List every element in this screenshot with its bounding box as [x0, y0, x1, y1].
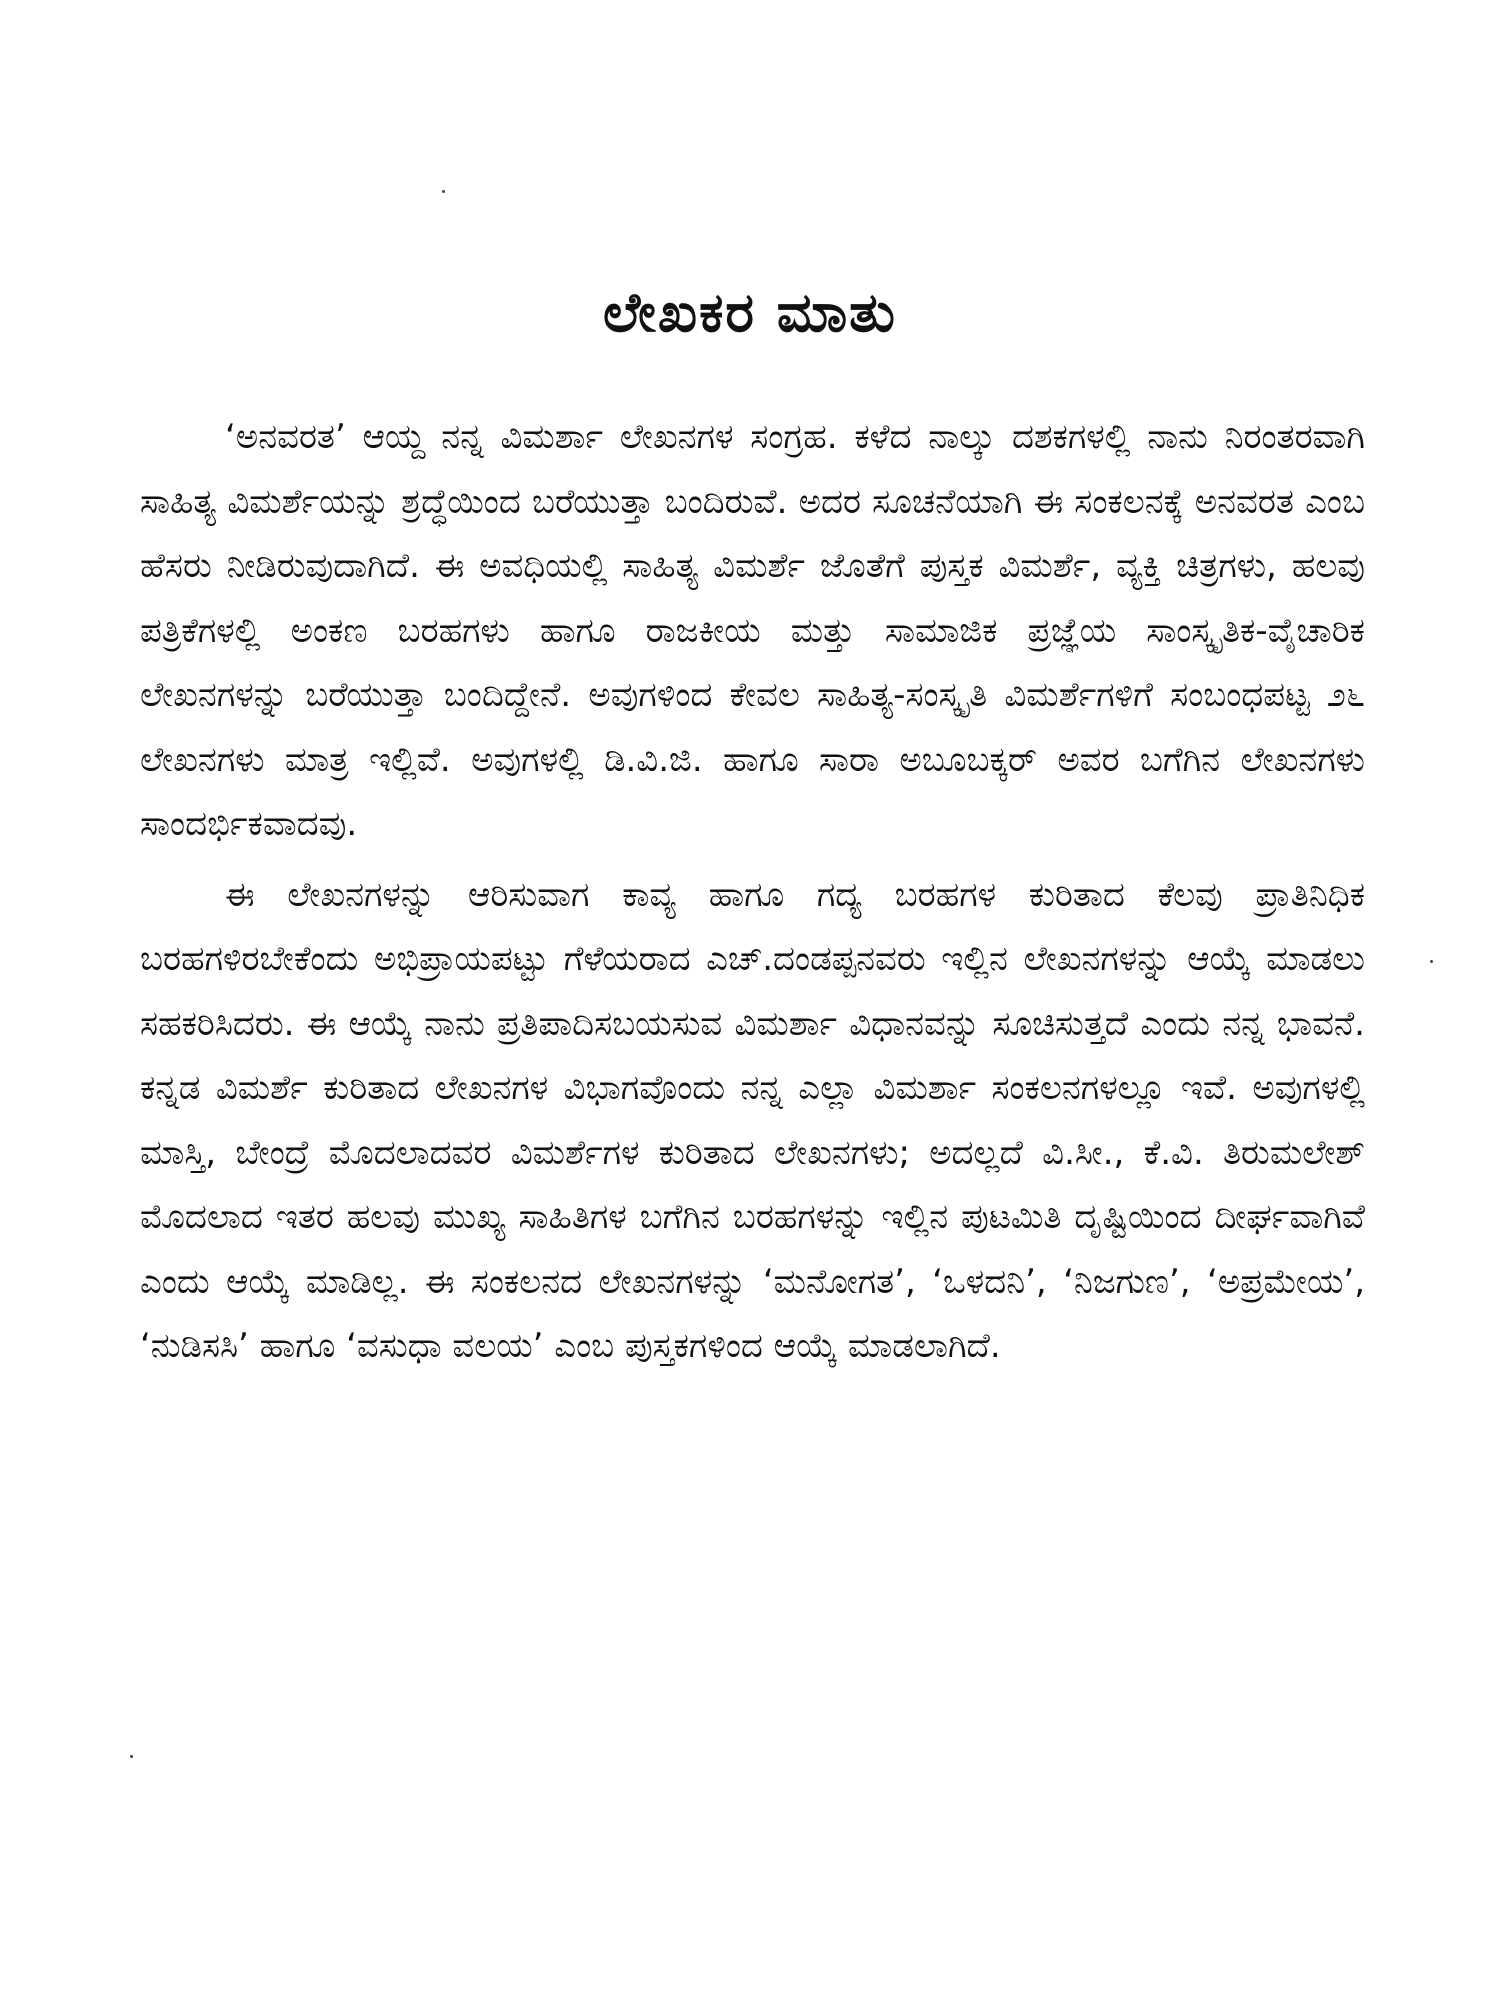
scan-speck: [442, 190, 445, 193]
body-text: [140, 405, 1365, 1379]
paragraph-1: ‘ಅನವರತ’ ಆಯ್ದ ನನ್ನ ವಿಮರ್ಶಾ ಲೇಖನಗಳ ಸಂಗ್ರಹ. ಕಳೆದ ನಾಲ್ಕು ದಶಕಗಳಲ್ಲಿ ನಾನು ನಿರಂತರವಾಗಿ ಸಾಹಿತ್ಯ ವಿಮರ್ಶೆಯನ್ನು ಶ್ರದ್ಧೆಯಿಂದ ಬರೆಯುತ್ತಾ ಬಂದಿರುವೆ. ಅದರ ಸೂಚನೆಯಾಗಿ ಈ ಸಂಕಲನಕ್ಕೆ ಅನವರತ ಎಂಬ ಹೆಸರು ನೀಡಿರುವುದಾಗಿದೆ. ಈ ಅವಧಿಯಲ್ಲಿ ಸಾಹಿತ್ಯ ವಿಮರ್ಶೆ ಜೊತೆಗೆ ಪುಸ್ತಕ ವಿಮರ್ಶೆ, ವ್ಯಕ್ತಿ ಚಿತ್ರಗಳು, ಹಲವು ಪತ್ರಿಕೆಗಳಲ್ಲಿ ಅಂಕಣ ಬರಹಗಳು ಹಾಗೂ ರಾಜಕೀಯ ಮತ್ತು ಸಾಮಾಜಿಕ ಪ್ರಜ್ಞೆಯ ಸಾಂಸ್ಕೃತಿಕ-ವೈಚಾರಿಕ ಲೇಖನಗಳನ್ನು ಬರೆಯುತ್ತಾ ಬಂದಿದ್ದೇನೆ. ಅವುಗಳಿಂದ ಕೇವಲ ಸಾಹಿತ್ಯ-ಸಂಸ್ಕೃತಿ ವಿಮರ್ಶೆಗಳಿಗೆ ಸಂಬಂಧಪಟ್ಟ ೨೬ ಲೇಖನಗಳು ಮಾತ್ರ ಇಲ್ಲಿವೆ. ಅವುಗಳಲ್ಲಿ ಡಿ.ವಿ.ಜಿ. ಹಾಗೂ ಸಾರಾ ಅಬೂಬಕ್ಕರ್ ಅವರ ಬಗೆಗಿನ ಲೇಖನಗಳು ಸಾಂದರ್ಭಿಕವಾದವು.: [140, 417, 1365, 844]
scan-speck: [130, 1755, 133, 1758]
scan-speck: [1430, 960, 1433, 963]
paragraph-2: ಈ ಲೇಖನಗಳನ್ನು ಆರಿಸುವಾಗ ಕಾವ್ಯ ಹಾಗೂ ಗದ್ಯ ಬರಹಗಳ ಕುರಿತಾದ ಕೆಲವು ಪ್ರಾತಿನಿಧಿಕ ಬರಹಗಳಿರಬೇಕೆಂದು ಅಭಿಪ್ರಾಯಪಟ್ಟು ಗೆಳೆಯರಾದ ಎಚ್.ದಂಡಪ್ಪನವರು ಇಲ್ಲಿನ ಲೇಖನಗಳನ್ನು ಆಯ್ಕೆ ಮಾಡಲು ಸಹಕರಿಸಿದರು. ಈ ಆಯ್ಕೆ ನಾನು ಪ್ರತಿಪಾದಿಸಬಯಸುವ ವಿಮರ್ಶಾ ವಿಧಾನವನ್ನು ಸೂಚಿಸುತ್ತದೆ ಎಂದು ನನ್ನ ಭಾವನೆ. ಕನ್ನಡ ವಿಮರ್ಶೆ ಕುರಿತಾದ ಲೇಖನಗಳ ವಿಭಾಗವೊಂದು ನನ್ನ ಎಲ್ಲಾ ವಿಮರ್ಶಾ ಸಂಕಲನಗಳಲ್ಲೂ ಇವೆ. ಅವುಗಳಲ್ಲಿ ಮಾಸ್ತಿ, ಬೇಂದ್ರೆ ಮೊದಲಾದವರ ವಿಮರ್ಶೆಗಳ ಕುರಿತಾದ ಲೇಖನಗಳು; ಅದಲ್ಲದೆ ವಿ.ಸೀ., ಕೆ.ವಿ. ತಿರುಮಲೇಶ್ ಮೊದಲಾದ ಇತರ ಹಲವು ಮುಖ್ಯ ಸಾಹಿತಿಗಳ ಬಗೆಗಿನ ಬರಹಗಳನ್ನು ಇಲ್ಲಿನ ಪುಟಮಿತಿ ದೃಷ್ಟಿಯಿಂದ ದೀರ್ಘವಾಗಿವೆ ಎಂದು ಆಯ್ಕೆ ಮಾಡಿಲ್ಲ. ಈ ಸಂಕಲನದ ಲೇಖನಗಳನ್ನು ‘ಮನೋಗತ’, ‘ಒಳದನಿ’, ‘ನಿಜಗುಣ’, ‘ಅಪ್ರಮೇಯ’, ‘ನುಡಿಸಸಿ’ ಹಾಗೂ ‘ವಸುಧಾ ವಲಯ’ ಎಂಬ ಪುಸ್ತಕಗಳಿಂದ ಆಯ್ಕೆ ಮಾಡಲಾಗಿದೆ.: [140, 874, 1365, 1366]
page-title: ಲೇಖಕರ ಮಾತು: [603, 281, 897, 345]
